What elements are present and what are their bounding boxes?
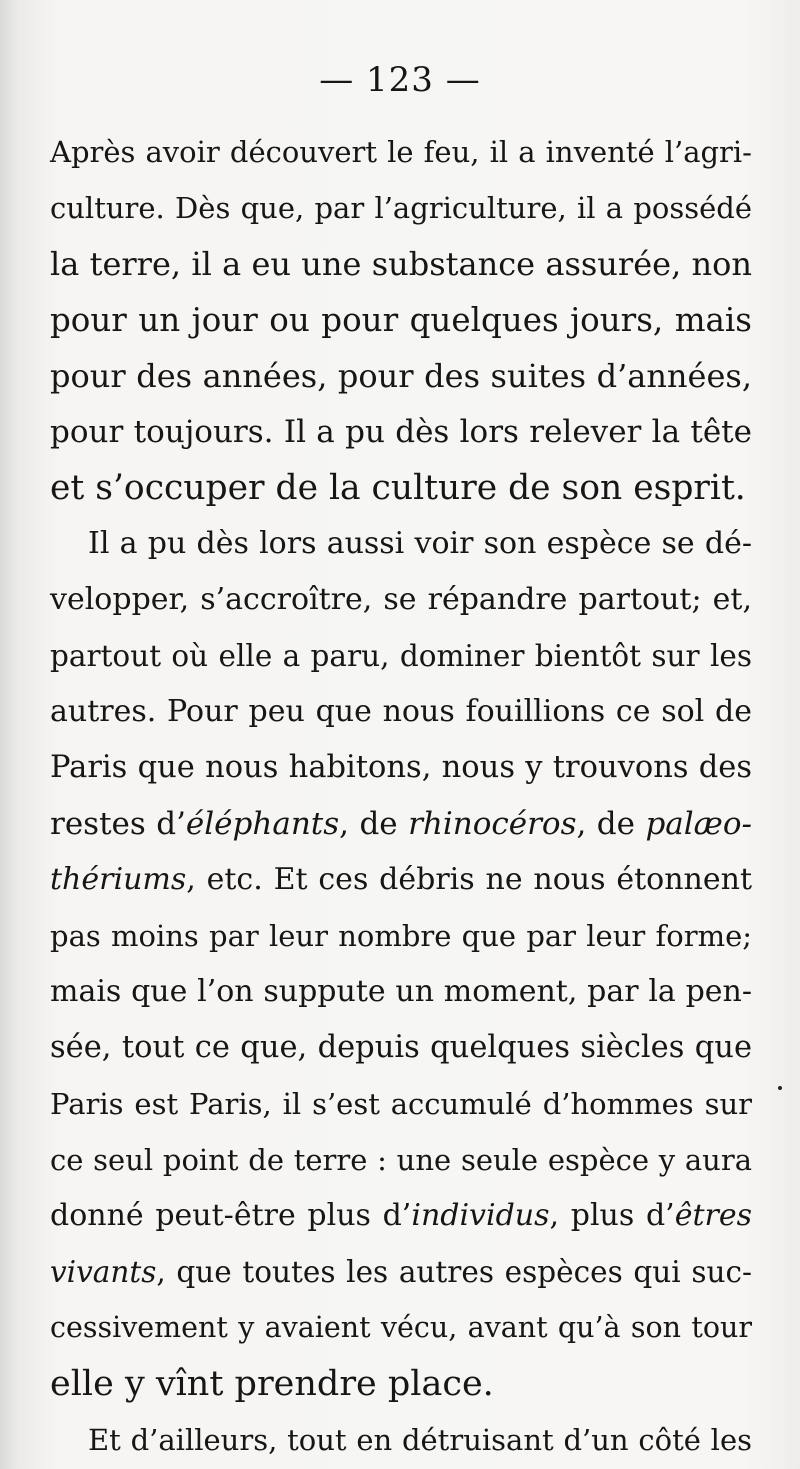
text-line	[50, 852, 752, 908]
text-segment: mais que l’on suppute un moment, par la pen-	[50, 974, 752, 1009]
italic-term: êtres	[674, 1198, 752, 1233]
text-line	[50, 796, 752, 852]
text-segment: , de	[339, 806, 409, 842]
text-line	[50, 1412, 752, 1468]
text-line	[50, 684, 752, 740]
italic-term: thériums	[50, 862, 187, 897]
body-text	[50, 124, 752, 1468]
text-segment: culture. Dès que, par l’agriculture, il a possédé	[50, 191, 752, 225]
italic-term: éléphants	[185, 806, 340, 842]
text-segment: autres. Pour peu que nous fouillions ce sol de	[50, 694, 752, 729]
text-segment: donné peut-être plus d’	[50, 1198, 412, 1233]
text-line	[50, 1356, 752, 1412]
text-line	[50, 516, 752, 572]
text-line	[50, 1188, 752, 1244]
text-segment: pour toujours. Il a pu dès lors relever la tête	[50, 414, 752, 450]
text-line	[50, 740, 752, 796]
text-line	[50, 348, 752, 404]
text-line	[50, 1132, 752, 1188]
page-number: — 123 —	[319, 60, 481, 100]
text-segment: pour un jour ou pour quelques jours, mais	[50, 301, 752, 339]
text-segment: partout où elle a paru, dominer bientôt sur les	[50, 639, 752, 673]
text-segment: elle y vînt prendre place.	[50, 1364, 494, 1404]
ink-speck	[778, 1086, 782, 1090]
text-segment: Il a pu dès lors aussi voir son espèce se dé-	[88, 526, 752, 561]
text-line	[50, 292, 752, 348]
text-segment: velopper, s’accroître, se répandre partout; et,	[50, 582, 752, 617]
italic-term: rhinocéros	[408, 806, 577, 842]
text-segment: , de	[576, 806, 646, 842]
text-line	[50, 964, 752, 1020]
text-line	[50, 908, 752, 964]
text-line	[50, 404, 752, 460]
text-segment: Après avoir découvert le feu, il a inventé l’agri-	[50, 135, 752, 169]
text-segment: pas moins par leur nombre que par leur forme;	[50, 919, 752, 953]
text-line	[50, 124, 752, 180]
text-line	[50, 1076, 752, 1132]
text-line	[50, 1244, 752, 1300]
text-segment: Paris que nous habitons, nous y trouvons des	[50, 750, 752, 785]
italic-term: individus	[411, 1198, 550, 1233]
text-segment: cessivement y avaient vécu, avant qu’à son tour	[50, 1311, 752, 1344]
text-segment: la terre, il a eu une substance assurée, non	[50, 245, 752, 283]
text-segment: ce seul point de terre : une seule espèce y aura	[50, 1143, 752, 1177]
text-segment: pour des années, pour des suites d’années,	[50, 357, 752, 395]
text-segment: , plus d’	[549, 1198, 675, 1233]
text-line	[50, 1300, 752, 1356]
text-line	[50, 180, 752, 236]
italic-term: palæo-	[645, 806, 752, 842]
italic-term: vivants	[50, 1255, 157, 1289]
text-segment: restes d’	[50, 806, 186, 842]
text-line	[50, 572, 752, 628]
text-line	[50, 460, 752, 516]
text-line	[50, 628, 752, 684]
text-line	[50, 1020, 752, 1076]
text-segment: , etc. Et ces débris ne nous étonnent	[186, 862, 752, 897]
text-line	[50, 236, 752, 292]
text-segment: Paris est Paris, il s’est accumulé d’hommes sur	[50, 1087, 752, 1121]
text-segment: , que toutes les autres espèces qui suc-	[156, 1255, 752, 1289]
text-segment: Et d’ailleurs, tout en détruisant d’un côté les	[88, 1423, 752, 1457]
text-segment: sée, tout ce que, depuis quelques siècles que	[50, 1030, 752, 1065]
text-segment: et s’occuper de la culture de son esprit.	[50, 468, 746, 508]
